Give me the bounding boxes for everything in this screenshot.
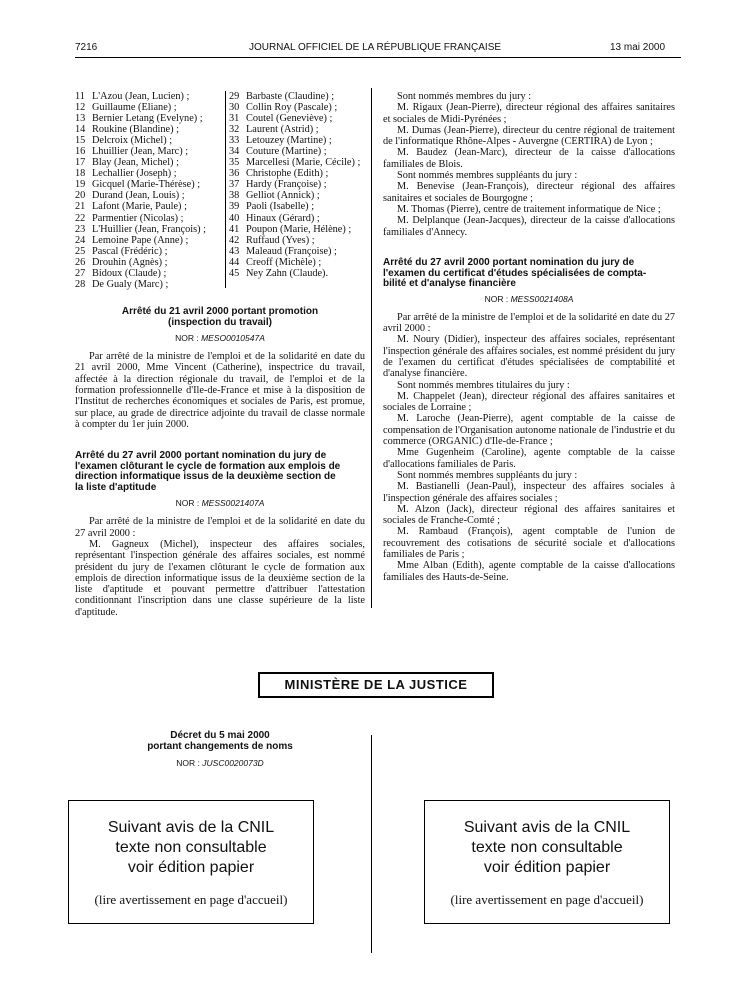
name-list-item: [75, 113, 225, 124]
decret-nor: NOR : JUSC0020073D: [176, 758, 264, 769]
name-list-item: [75, 124, 225, 135]
name-list-number: 19: [75, 179, 86, 191]
name-list-item: [75, 168, 225, 179]
name-list-number: 23: [75, 223, 86, 235]
name-list-item: [75, 257, 225, 268]
name-list-name: Bidoux (Claude) ;: [92, 267, 167, 279]
cnil-note: (lire avertissement en page d'accueil): [450, 892, 644, 907]
name-list-name: Ney Zahn (Claude).: [246, 267, 329, 279]
name-list-item: [75, 268, 225, 279]
jury-paragraph: Sont nommés membres suppléants du jury :: [397, 170, 578, 182]
name-list-item: [75, 146, 225, 157]
column-divider-top: [371, 88, 372, 608]
cnil-note: (lire avertissement en page d'accueil): [94, 892, 288, 907]
name-list-number: 14: [75, 124, 86, 136]
arrete-paragraph: Par arrêté de la ministre de l'emploi et de la solidarité en date du 27 avril 2000 :: [383, 311, 675, 335]
name-list-name: L'Azou (Jean, Lucien) ;: [92, 91, 190, 102]
name-list-number: 34: [229, 146, 240, 158]
name-list-item: [75, 190, 225, 201]
name-list-name: Hardy (Françoise) ;: [246, 179, 327, 191]
name-list-number: 17: [75, 157, 86, 169]
name-list-name: Parmentier (Nicolas) ;: [92, 212, 184, 224]
name-list-name: Letouzey (Martine) ;: [246, 135, 332, 147]
arrete-jury-comptabilite-nor: NOR : MESS0021408A: [484, 293, 574, 304]
arrete-jury-comptabilite-title-line1: Arrêté du 27 avril 2000 portant nomination du jury de: [383, 257, 635, 268]
cnil-notice-right: [424, 800, 670, 924]
arrete-paragraph: M. Chappelet (Jean), directeur régional des affaires sanitaires et sociales de Lorraine ;: [383, 390, 675, 414]
name-list-name: Christophe (Edith) ;: [246, 168, 329, 180]
name-list-item: [75, 235, 225, 246]
name-list-number: 39: [229, 201, 240, 213]
page-number: 7216: [75, 42, 98, 53]
name-list-number: 36: [229, 168, 240, 180]
name-list-item: [75, 157, 225, 168]
name-list-name: Lechallier (Joseph) ;: [92, 168, 177, 180]
names-list-col1: [75, 91, 225, 290]
name-list-item: [229, 268, 369, 279]
name-list-name: Bernier Letang (Evelyne) ;: [92, 113, 203, 125]
cnil-line2: texte non consultable: [471, 839, 623, 856]
name-list-name: Drouhin (Agnès) ;: [92, 256, 168, 268]
names-list-divider: [225, 91, 226, 288]
name-list-number: 15: [75, 135, 86, 147]
arrete-promotion: [75, 307, 365, 430]
name-list-name: Lafont (Marie, Paule) ;: [92, 201, 187, 213]
name-list-number: 42: [229, 234, 240, 246]
name-list-item: [229, 257, 369, 268]
name-list-name: Barbaste (Claudine) ;: [246, 91, 335, 102]
name-list-item: [229, 246, 369, 257]
name-list-item: [229, 190, 369, 201]
arrete-jury-informatique: [75, 451, 365, 618]
name-list-number: 32: [229, 124, 240, 136]
name-list-number: 12: [75, 102, 86, 114]
name-list-item: [229, 102, 369, 113]
jury-paragraph: M. Rigaux (Jean-Pierre), directeur régional des affaires sanitaires et sociales de Midi-Pyrénées ;: [383, 102, 675, 125]
name-list-number: 41: [229, 223, 240, 235]
arrete-jury-comptabilite: [383, 258, 675, 583]
cnil-line1: Suivant avis de la CNIL: [463, 819, 631, 836]
name-list-name: Creoff (Michèle) ;: [246, 256, 322, 268]
name-list-number: 25: [75, 245, 86, 257]
name-list-number: 16: [75, 146, 86, 158]
cnil-notice-left: [68, 800, 314, 924]
name-list-name: Guillaume (Eliane) ;: [92, 102, 177, 114]
name-list-item: [229, 201, 369, 212]
name-list-item: [75, 246, 225, 257]
name-list-item: [229, 157, 369, 168]
name-list-number: 28: [75, 278, 86, 290]
decret-title-line1: Décret du 5 mai 2000: [170, 730, 270, 741]
arrete-jury-informatique-title-line1: Arrêté du 27 avril 2000 portant nomination du jury de: [75, 450, 327, 461]
name-list-name: L'Huillier (Jean, François) ;: [92, 223, 206, 235]
cnil-line2: texte non consultable: [115, 839, 267, 856]
arrete-paragraph: M. Rambaud (François), agent comptable de l'union de recouvrement des cotisations de sécurité sociale et d'allocations familiales de Paris ;: [383, 526, 675, 561]
jury-paragraph: M. Thomas (Pierre), centre de traitement informatique de Nice ;: [397, 203, 661, 215]
name-list-number: 38: [229, 190, 240, 202]
name-list-name: Roukine (Blandine) ;: [92, 124, 179, 136]
journal-title: JOURNAL OFFICIEL DE LA RÉPUBLIQUE FRANÇAISE: [248, 42, 502, 53]
arrete-paragraph: M. Bastianelli (Jean-Paul), inspecteur des affaires sociales à l'inspection générale des affaires sociales ;: [383, 481, 675, 504]
ministry-heading: MINISTÈRE DE LA JUSTICE: [258, 672, 494, 698]
name-list-number: 20: [75, 190, 86, 202]
name-list-item: [229, 91, 369, 102]
arrete-jury-comptabilite-title-line3: bilité et d'analyse financière: [383, 278, 516, 290]
name-list-name: Pascal (Frédéric) ;: [92, 245, 168, 257]
name-list-number: 33: [229, 135, 240, 147]
column-divider-bottom: [371, 735, 372, 953]
jury-paragraph: M. Dumas (Jean-Pierre), directeur du centre régional de traitement de l'informatique Rhône-Alpes - Auvergne (CERTIRA) de Lyon ;: [383, 124, 675, 148]
jury-paragraph: M. Baudez (Jean-Marc), directeur de la caisse d'allocations familiales de Blois.: [383, 147, 675, 170]
jury-paragraph: M. Delplanque (Jean-Jacques), directeur de la caisse d'allocations familiales d'Annecy.: [383, 215, 675, 238]
name-list-name: Delcroix (Michel) ;: [92, 135, 173, 147]
cnil-line1: Suivant avis de la CNIL: [107, 819, 275, 836]
name-list-number: 31: [229, 113, 240, 125]
name-list-number: 35: [229, 157, 240, 169]
jury-members-continuation: [383, 91, 675, 238]
arrete-jury-informatique-title-line3: direction informatique issus de la deuxième section de: [75, 471, 336, 483]
name-list-number: 26: [75, 256, 86, 268]
arrete-paragraph: Mme Alban (Edith), agente comptable de la caisse d'allocations familiales des Hauts-de-Seine.: [383, 560, 675, 583]
name-list-name: Paoli (Isabelle) ;: [246, 201, 315, 213]
arrete-paragraph: Sont nommés membres suppléants du jury :: [397, 469, 578, 481]
name-list-item: [229, 168, 369, 179]
jury-paragraph: M. Benevise (Jean-François), directeur régional des affaires sanitaires et sociales de Bourgogne ;: [383, 181, 675, 204]
arrete-jury-comptabilite-title-line2: l'examen du certificat d'études spécialisées de compta-: [383, 267, 647, 279]
name-list-item: [229, 146, 369, 157]
decret-title-line2: portant changements de noms: [147, 740, 293, 752]
name-list-item: [229, 124, 369, 135]
arrete-jury-informatique-president: M. Gagneux (Michel), inspecteur des affaires sociales, représentant l'inspection générale des affaires sociales, est nommé président du jury de l'examen clôturant le cycle de formation aux emplois de direction informatique issus de la deuxième section de la liste d'aptitude et pouvant permettre d'attribuer l'attestation conditionnant l'inscription dans une classe supérieure de la liste d'aptitude.: [75, 538, 365, 618]
name-list-item: [229, 179, 369, 190]
arrete-jury-informatique-title-line2: l'examen clôturant le cycle de formation aux emplois de: [75, 460, 341, 472]
arrete-paragraph: M. Laroche (Jean-Pierre), agent comptable de la caisse de compensation de l'Organisation autonome nationale de l'industrie et du commerce (ORGANIC) d'Ile-de-France ;: [383, 413, 675, 448]
name-list-number: 45: [229, 267, 240, 279]
name-list-name: Collin Roy (Pascale) ;: [246, 102, 338, 114]
name-list-item: [75, 91, 225, 102]
name-list-name: Hinaux (Gérard) ;: [246, 212, 320, 224]
name-list-item: [75, 224, 225, 235]
arrete-promotion-title-line2: (inspection du travail): [168, 316, 272, 328]
name-list-item: [75, 135, 225, 146]
cnil-line3: voir édition papier: [483, 859, 611, 876]
name-list-item: [75, 179, 225, 190]
name-list-name: Poupon (Marie, Hélène) ;: [246, 223, 352, 235]
name-list-number: 11: [75, 91, 85, 102]
issue-date: 13 mai 2000: [610, 42, 666, 53]
name-list-name: Ruffaud (Yves) ;: [246, 234, 315, 246]
name-list-number: 30: [229, 102, 240, 114]
name-list-item: [75, 213, 225, 224]
name-list-item: [229, 224, 369, 235]
names-list-col2: [229, 91, 369, 279]
name-list-number: 43: [229, 245, 240, 257]
name-list-name: Gelliot (Annick) ;: [246, 190, 320, 202]
name-list-item: [229, 135, 369, 146]
name-list-name: Maleaud (Françoise) ;: [246, 245, 337, 257]
name-list-number: 21: [75, 201, 86, 213]
name-list-number: 18: [75, 168, 86, 180]
name-list-name: Gicquel (Marie-Thérèse) ;: [92, 179, 201, 191]
name-list-name: Coutel (Geneviève) ;: [246, 113, 333, 125]
name-list-item: [229, 213, 369, 224]
arrete-promotion-nor: NOR : MESO0010547A: [175, 333, 265, 344]
name-list-name: Laurent (Astrid) ;: [246, 124, 319, 136]
name-list-number: 24: [75, 234, 86, 246]
name-list-item: [75, 201, 225, 212]
name-list-number: 37: [229, 179, 240, 191]
name-list-number: 29: [229, 91, 240, 102]
name-list-item: [75, 102, 225, 113]
name-list-number: 22: [75, 212, 86, 224]
cnil-line3: voir édition papier: [127, 859, 255, 876]
decret-changements-noms: [75, 731, 365, 768]
name-list-name: Blay (Jean, Michel) ;: [92, 157, 179, 169]
header-rule: [75, 57, 681, 58]
arrete-promotion-body: Par arrêté de la ministre de l'emploi et de la solidarité en date du 21 avril 2000, Mme Vincent (Catherine), inspectrice du travail, affectée à la direction régionale du travail, de l'emploi et de la formation professionnelle d'Ile-de-France et mise à la disposition de l'Institut de recherches économiques et sociales de Paris, est promue, sur place, au grade de directrice adjointe du travail de classe normale à compter du 1er juin 2000.: [75, 351, 365, 430]
name-list-name: Lhuillier (Jean, Marc) ;: [92, 146, 189, 158]
name-list-name: Couture (Martine) ;: [246, 146, 327, 158]
jury-paragraph: Sont nommés membres du jury :: [397, 91, 532, 102]
name-list-name: Marcellesi (Marie, Cécile) ;: [246, 157, 361, 169]
name-list-number: 40: [229, 212, 240, 224]
name-list-item: [75, 279, 225, 290]
name-list-item: [229, 235, 369, 246]
arrete-jury-informatique-nor: NOR : MESS0021407A: [175, 498, 265, 509]
name-list-name: Lemoine Pape (Anne) ;: [92, 234, 189, 246]
arrete-promotion-title-line1: Arrêté du 21 avril 2000 portant promotion: [121, 306, 319, 317]
arrete-paragraph: Mme Gugenheim (Caroline), agente comptable de la caisse d'allocations familiales de Paris.: [383, 447, 675, 470]
name-list-item: [229, 113, 369, 124]
name-list-name: De Gualy (Marc) ;: [92, 278, 169, 290]
name-list-name: Durand (Jean, Louis) ;: [92, 190, 185, 202]
name-list-number: 13: [75, 113, 86, 125]
name-list-number: 44: [229, 256, 240, 268]
arrete-paragraph: Sont nommés membres titulaires du jury :: [397, 379, 570, 391]
arrete-jury-informatique-intro: Par arrêté de la ministre de l'emploi et de la solidarité en date du 27 avril 2000 :: [75, 516, 365, 539]
arrete-paragraph: M. Noury (Didier), inspecteur des affaires sociales, représentant l'inspection générale des affaires sociales, est nommé président du jury de l'examen du certificat d'études spécialisées de comptabilité et d'analyse financière.: [383, 334, 675, 380]
name-list-number: 27: [75, 267, 86, 279]
arrete-jury-informatique-title-line4: la liste d'aptitude: [75, 481, 157, 493]
arrete-paragraph: M. Alzon (Jack), directeur régional des affaires sanitaires et sociales de Franche-Comté ;: [383, 503, 675, 527]
